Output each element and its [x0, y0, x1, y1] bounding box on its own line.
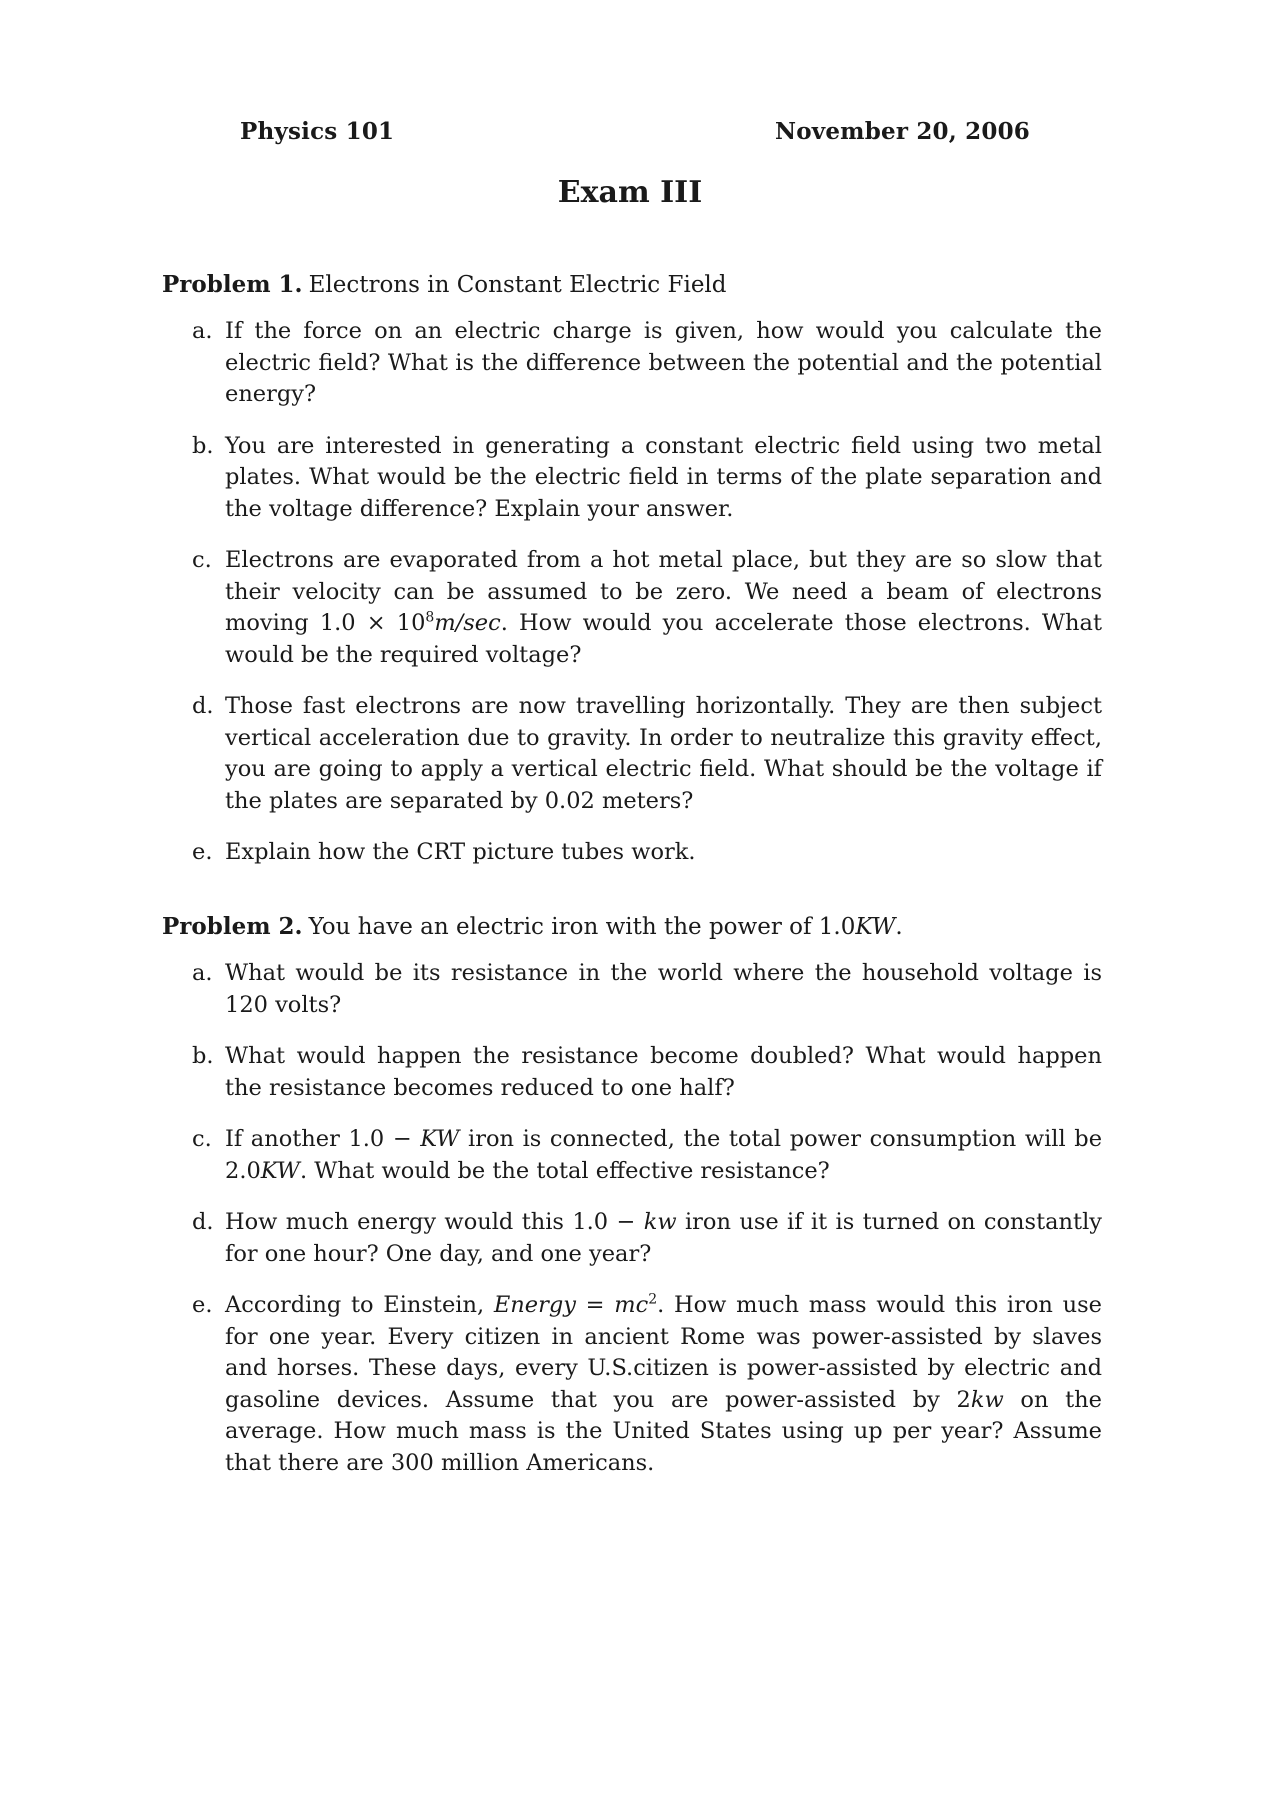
- math-value: 1.0 × 10: [319, 610, 426, 636]
- part-text: Those fast electrons are now travelling horizontally. They are then subject vertical acceleration due to gravity. In order to neutralize this gravity effect, you are going to apply a vertical electric field. What should be the voltage if the plates are separated by 0.02 meters?: [225, 693, 1102, 814]
- part-text-after: iron use if it is turned on constantly for one hour? One day, and one year?: [225, 1209, 1102, 1267]
- problem-2-part-b: [162, 1041, 1102, 1104]
- part-marker: d.: [192, 1209, 214, 1235]
- part-marker: e.: [192, 839, 213, 865]
- part-marker: a.: [192, 318, 213, 344]
- problem-1-part-b: [162, 431, 1102, 526]
- part-text: What would be its resistance in the world where the household voltage is 120 volts?: [225, 960, 1102, 1018]
- part-text: Explain how the CRT picture tubes work.: [225, 839, 696, 865]
- math-exponent: 8: [425, 609, 435, 626]
- math-unit: KW: [855, 914, 896, 940]
- problem-2-text-after: .: [895, 914, 903, 940]
- part-text-before: According to Einstein,: [225, 1292, 494, 1318]
- part-text: What would happen the resistance become doubled? What would happen the resistance becomes reduced to one half?: [225, 1043, 1102, 1101]
- problem-1-part-c: [162, 545, 1102, 671]
- math-unit: KW: [260, 1157, 300, 1184]
- problem-2: [162, 912, 1102, 1499]
- part-marker: a.: [192, 960, 213, 986]
- part-marker: d.: [192, 693, 214, 719]
- problem-2-part-d: [162, 1207, 1102, 1270]
- math-unit: kw: [643, 1209, 677, 1235]
- problem-1: [162, 270, 1102, 889]
- part-marker: b.: [192, 1043, 214, 1069]
- part-marker: b.: [192, 432, 214, 459]
- course-name: Physics 101: [240, 118, 395, 145]
- part-marker: c.: [192, 1126, 212, 1152]
- part-marker: e.: [192, 1292, 213, 1318]
- part-text-mid: . How much mass would this iron use for one year. Every citizen in ancient Rome was power-assisted by slaves and horses. These days, every U.S.citizen is power-assisted by electric and gasoline devices. Assume that you are power-assisted by 2: [225, 1292, 1102, 1413]
- problem-2-text-before: You have an electric iron with the power of 1.0: [308, 914, 856, 940]
- problem-1-part-e: [162, 837, 1102, 869]
- math-unit: kw: [970, 1386, 1004, 1413]
- part-text-after: . What would be the total effective resistance?: [299, 1157, 830, 1184]
- problem-1-heading: [162, 270, 1102, 300]
- math-unit: KW: [420, 1126, 460, 1152]
- part-text-before: If another 1.0 −: [225, 1126, 421, 1152]
- problem-1-part-d: [162, 691, 1102, 817]
- math-unit: m/sec: [434, 610, 501, 636]
- part-text-after: on the average. How much mass is the United States using up per year? Assume that there are 300 million Americans.: [225, 1386, 1102, 1476]
- problem-1-title: Electrons in Constant Electric Field: [308, 272, 727, 298]
- exam-date: November 20, 2006: [775, 118, 1030, 145]
- problem-1-parts: [162, 316, 1102, 869]
- problem-1-label: Problem 1.: [162, 271, 303, 298]
- problem-2-heading: [162, 912, 1102, 942]
- problem-2-label: Problem 2.: [162, 913, 303, 940]
- problem-2-parts: [162, 958, 1102, 1479]
- problem-2-part-c: [162, 1124, 1102, 1187]
- math-exponent: 2: [648, 1291, 658, 1308]
- exam-title: Exam III: [557, 175, 703, 210]
- part-text: If the force on an electric charge is given, how would you calculate the electric field? What is the difference between the potential and the potential energy?: [225, 318, 1102, 407]
- problem-1-part-a: [162, 316, 1102, 411]
- part-marker: c.: [192, 547, 212, 573]
- part-text-mid: iron is connected, the total power consumption will be 2.0: [225, 1126, 1103, 1184]
- math-word: Energy: [493, 1292, 576, 1318]
- part-text-before: How much energy would this 1.0 −: [225, 1209, 644, 1235]
- part-text-before: Electrons are evaporated from a hot metal place, but they are so slow that their velocity can be assumed to be zero. We need a beam of electrons moving: [225, 547, 1102, 636]
- math-mc: mc: [614, 1292, 649, 1318]
- math-equals: =: [575, 1292, 615, 1318]
- part-text: You are interested in generating a constant electric field using two metal plates. What would be the electric field in terms of the plate separation and the voltage difference? Explain your answer.: [225, 432, 1102, 522]
- part-text-after: . How would you accelerate those electrons. What would be the required voltage?: [225, 610, 1102, 668]
- problem-2-part-a: [162, 958, 1102, 1021]
- problem-2-part-e: [162, 1290, 1102, 1479]
